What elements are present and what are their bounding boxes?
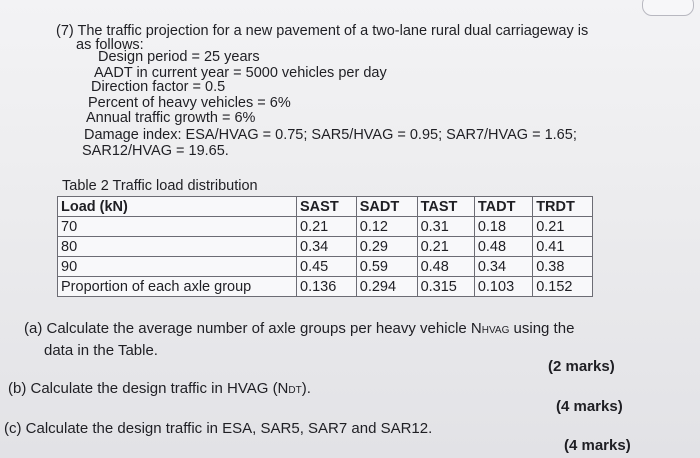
header-load: Load (kN): [58, 197, 297, 217]
table-cell: 0.18: [474, 217, 532, 237]
param-direction-factor: Direction factor = 0.5: [91, 79, 226, 95]
part-a-line1: [24, 320, 574, 337]
table-cell: 0.29: [356, 237, 417, 257]
part-b-line: [8, 380, 311, 397]
table-cell: 0.294: [356, 277, 417, 297]
table-row: [58, 237, 593, 257]
table-cell: 80: [58, 237, 297, 257]
table-row: [58, 257, 593, 277]
table-cell: 0.152: [533, 277, 593, 297]
corner-tab: [642, 0, 694, 16]
param-traffic-growth: Annual traffic growth = 6%: [86, 110, 256, 126]
table-cell: 0.103: [474, 277, 532, 297]
table-cell: 0.59: [356, 257, 417, 277]
table-cell: Proportion of each axle group: [58, 277, 297, 297]
table-cell: 0.21: [297, 217, 357, 237]
table-cell: 90: [58, 257, 297, 277]
part-a-line2: data in the Table.: [44, 342, 158, 359]
param-design-period: Design period = 25 years: [98, 49, 260, 65]
param-aadt: AADT in current year = 5000 vehicles per day: [94, 65, 387, 81]
table-cell: 0.45: [297, 257, 357, 277]
header-trdt: TRDT: [533, 197, 593, 217]
table-cell: 0.315: [417, 277, 474, 297]
table-title: Table 2 Traffic load distribution: [62, 178, 258, 194]
table-cell: 0.41: [533, 237, 593, 257]
header-tast: TAST: [417, 197, 474, 217]
table-cell: 0.48: [417, 257, 474, 277]
param-damage-index: Damage index: ESA/HVAG = 0.75; SAR5/HVAG = 0.95; SAR7/HVAG = 1.65;: [84, 127, 577, 143]
part-a-text: (a) Calculate the average number of axle groups per heavy vehicle N: [24, 320, 482, 337]
param-sar12: SAR12/HVAG = 19.65.: [82, 143, 229, 159]
header-sast: SAST: [297, 197, 357, 217]
table-cell: 0.34: [474, 257, 532, 277]
part-a-marks: (2 marks): [548, 358, 615, 375]
table-cell: 0.21: [533, 217, 593, 237]
table-cell: 0.31: [417, 217, 474, 237]
table-cell: 0.38: [533, 257, 593, 277]
table-cell: 0.12: [356, 217, 417, 237]
question-intro-line1: (7) The traffic projection for a new pavement of a two-lane rural dual carriageway is: [56, 23, 589, 39]
table-cell: 0.21: [417, 237, 474, 257]
table-row: [58, 277, 593, 297]
table-cell: 0.48: [474, 237, 532, 257]
header-sadt: SADT: [356, 197, 417, 217]
part-b-text: (b) Calculate the design traffic in HVAG (N: [8, 380, 289, 397]
table-row: [58, 217, 593, 237]
part-b-text-end: ).: [301, 380, 311, 397]
table-cell: 0.136: [297, 277, 357, 297]
param-heavy-vehicles: Percent of heavy vehicles = 6%: [88, 95, 291, 111]
traffic-load-table: [57, 196, 593, 297]
part-b-marks: (4 marks): [556, 398, 623, 415]
part-c-marks: (4 marks): [564, 437, 631, 454]
question-intro-line2: as follows:: [76, 37, 144, 53]
part-a-subscript: HVAG: [481, 325, 510, 336]
part-a-text-end: using the: [509, 320, 575, 337]
table-cell: 0.34: [297, 237, 357, 257]
part-c-line: (c) Calculate the design traffic in ESA, SAR5, SAR7 and SAR12.: [4, 420, 433, 437]
table-header-row: [58, 197, 593, 217]
table-cell: 70: [58, 217, 297, 237]
header-tadt: TADT: [474, 197, 532, 217]
part-b-subscript: DT: [288, 385, 302, 396]
